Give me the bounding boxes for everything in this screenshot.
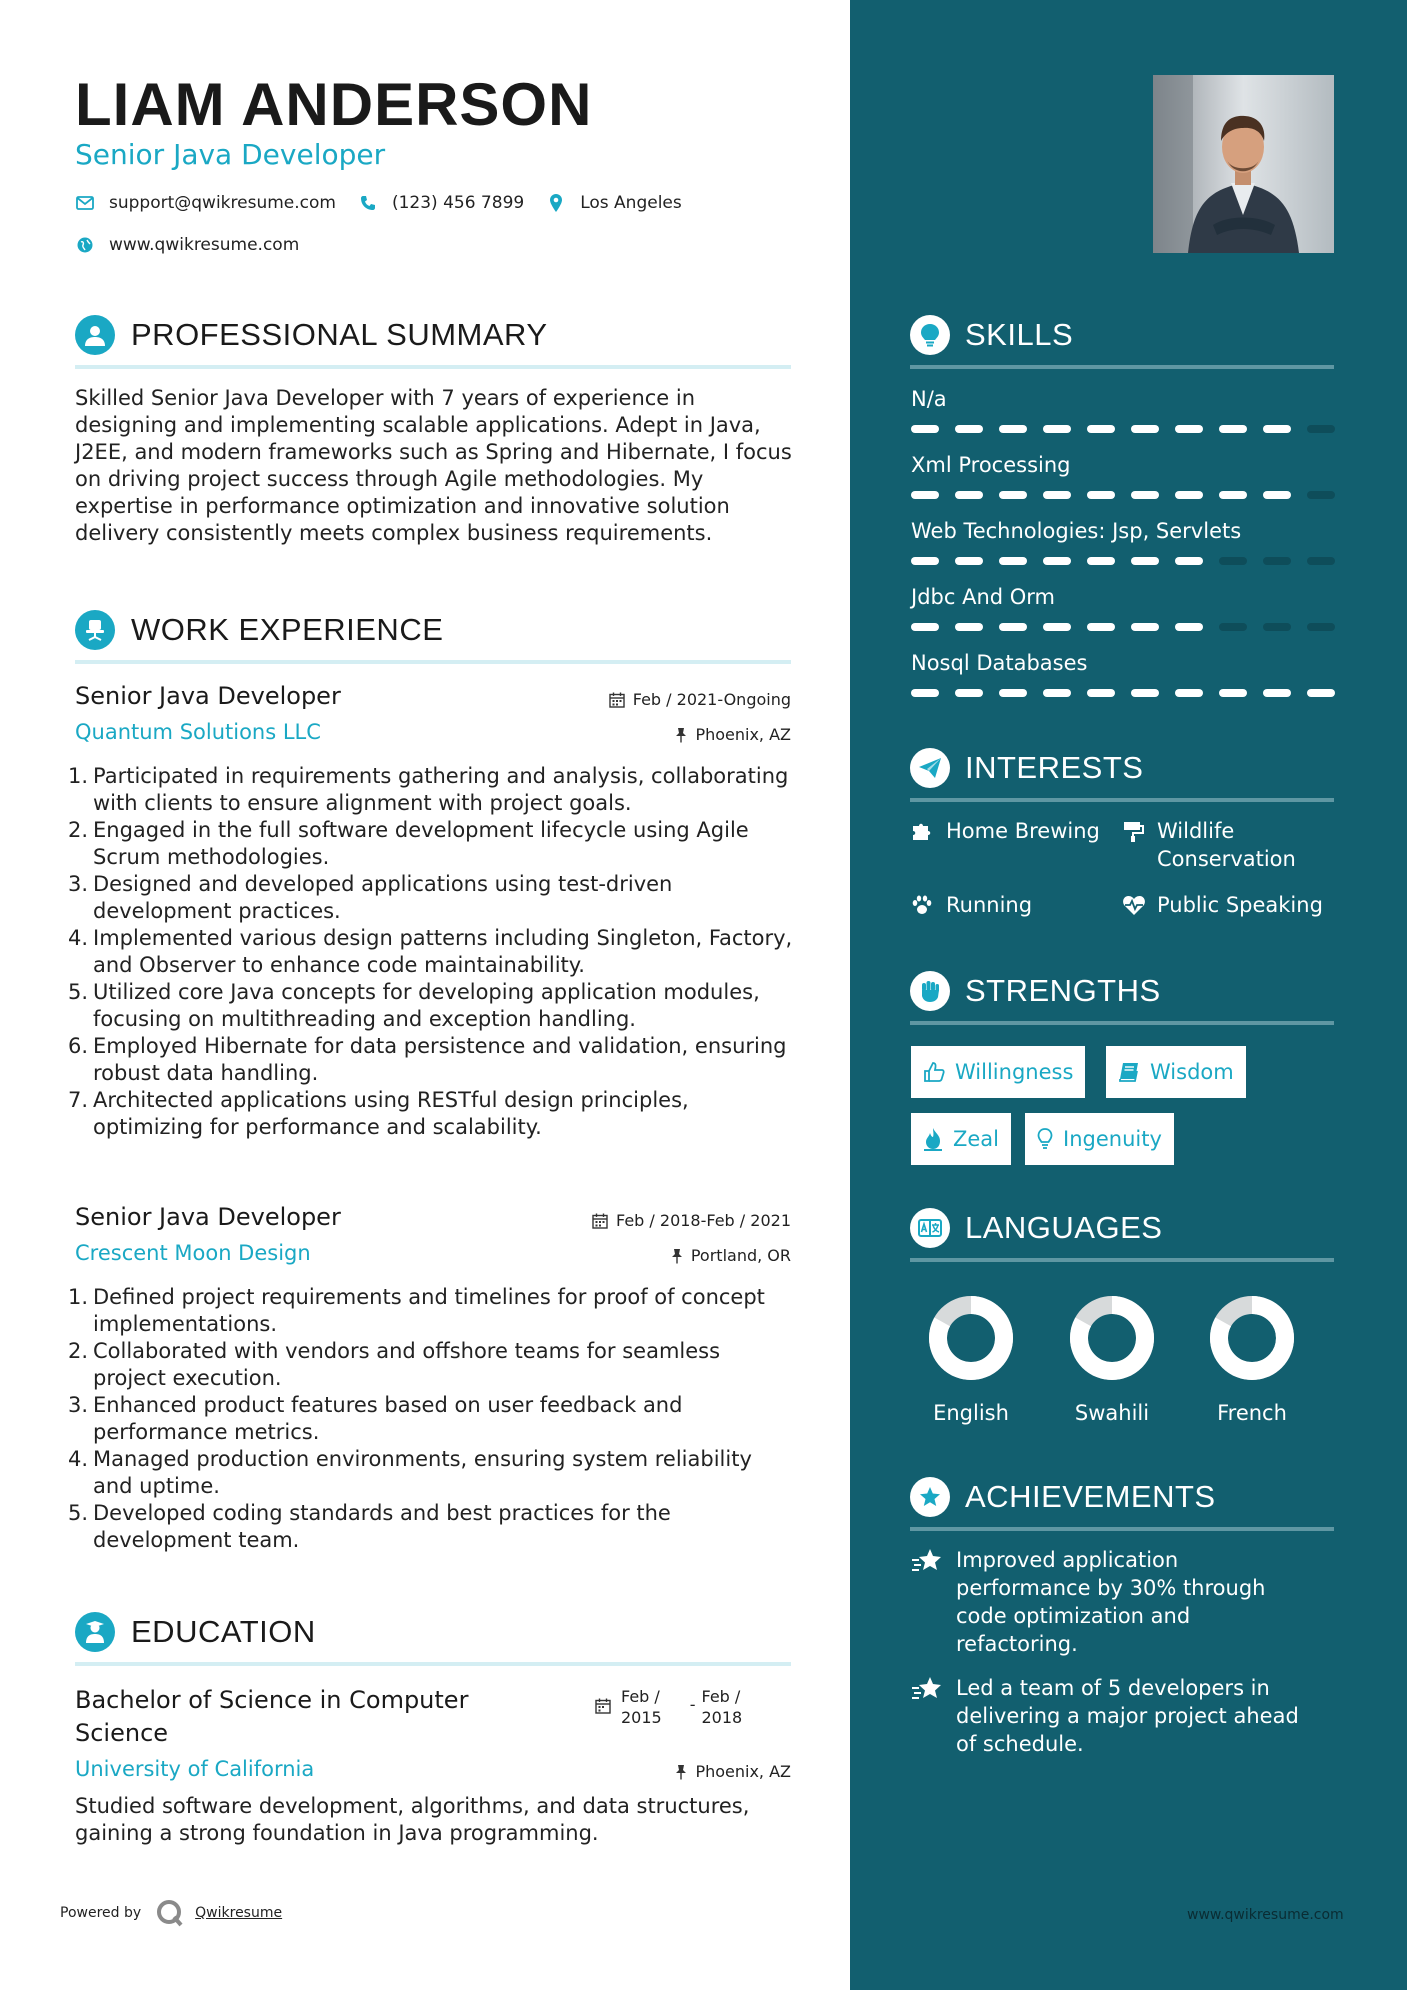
achievements-heading: ACHIEVEMENTS (965, 1479, 1216, 1514)
skill-dash (1175, 425, 1203, 433)
skill-dash (1131, 491, 1159, 499)
skill-dash (999, 557, 1027, 565)
skill-dash (1307, 557, 1335, 565)
interests-section-header (910, 748, 1334, 802)
list-item: 1. Participated in requirements gathering and analysis, collaborating with clients to ensure alignment with project goals. (68, 764, 789, 815)
flame-icon (923, 1127, 943, 1151)
skill-dash (955, 425, 983, 433)
language-donut (926, 1293, 1016, 1383)
list-item: 3. Designed and developed applications using test-driven development practices. (68, 872, 673, 923)
skill-dash (955, 491, 983, 499)
powered-by-label: Powered by (60, 1905, 142, 1921)
skill-dash (955, 557, 983, 565)
skills-heading: SKILLS (965, 317, 1074, 352)
language-name: English (933, 1401, 1009, 1425)
summary-text: Skilled Senior Java Developer with 7 years of experience in designing and implementing scalable applications. Adept in Java, J2EE, and modern frameworks such as Spring and Hibernate, I focus on driving project success through Agile methodologies. My expertise in performance optimization and innovative solution delivery consistently meets complex business requirements. (75, 386, 792, 545)
skill-dash (955, 623, 983, 631)
calendar-icon (592, 1213, 608, 1229)
skill-dash (1219, 623, 1247, 631)
skill-dash (1087, 557, 1115, 565)
skill-dash (911, 689, 939, 697)
job-2-company: Crescent Moon Design (75, 1241, 311, 1265)
lightbulb-icon (910, 315, 950, 355)
skill-dash (1219, 689, 1247, 697)
skill-dash (1219, 557, 1247, 565)
job-2-bullets (68, 1284, 798, 1554)
skill-name: N/a (911, 387, 947, 411)
shooting-star-icon (911, 1674, 945, 1758)
qwikresume-logo-icon (155, 1898, 185, 1928)
contact-row-2 (75, 235, 321, 255)
skill-dash (1263, 689, 1291, 697)
skill-dash (1175, 557, 1203, 565)
languages-heading: LANGUAGES (965, 1210, 1163, 1245)
pushpin-icon (671, 1248, 683, 1264)
work-section-header (75, 610, 791, 664)
office-chair-icon (75, 610, 115, 650)
list-item: 2. Collaborated with vendors and offshore teams for seamless project execution. (68, 1339, 721, 1390)
languages-section-header (910, 1208, 1334, 1262)
footer-site[interactable]: www.qwikresume.com (1187, 1907, 1344, 1923)
job-2-location (671, 1246, 791, 1265)
thumbs-up-icon (923, 1061, 945, 1083)
skill-dash (1043, 557, 1071, 565)
strength-tag: Willingness (911, 1046, 1085, 1098)
education-start: Feb / 2015 (621, 1687, 662, 1727)
skill-name: Jdbc And Orm (911, 585, 1056, 609)
school-name: University of California (75, 1757, 315, 1781)
list-item: 3. Enhanced product features based on user feedback and performance metrics. (68, 1393, 683, 1444)
skill-dash (911, 623, 939, 631)
list-item: 2. Engaged in the full software development lifecycle using Agile Scrum methodologies. (68, 818, 749, 869)
skill-dash (911, 491, 939, 499)
strengths-section-header (910, 971, 1334, 1025)
language-name: Swahili (1074, 1401, 1150, 1425)
skill-dash (999, 491, 1027, 499)
map-pin-icon (546, 193, 566, 213)
interests-heading: INTERESTS (965, 750, 1144, 785)
list-item: 4. Managed production environments, ensuring system reliability and uptime. (68, 1447, 752, 1498)
calendar-icon (595, 1698, 611, 1714)
interest-item: Public Speaking (1122, 891, 1323, 919)
skill-name: Xml Processing (911, 453, 1071, 477)
skill-name: Nosql Databases (911, 651, 1088, 675)
shooting-star-icon (911, 1546, 945, 1658)
achievement-item: Improved application performance by 30% through code optimization and refactoring. (911, 1546, 1335, 1658)
skill-dash (999, 425, 1027, 433)
fist-icon (910, 971, 950, 1011)
skill-dash (911, 425, 939, 433)
education-location-text: Phoenix, AZ (695, 1762, 791, 1781)
envelope-icon (75, 193, 95, 213)
summary-section-header (75, 315, 791, 369)
skill-dash (911, 557, 939, 565)
strength-tag: Wisdom (1106, 1046, 1246, 1098)
list-item: 5. Developed coding standards and best practices for the development team. (68, 1501, 671, 1552)
education-date-separator: - (689, 1695, 696, 1714)
language-icon (910, 1208, 950, 1248)
skill-dash (1175, 623, 1203, 631)
skill-dash (1307, 623, 1335, 631)
education-location (675, 1762, 791, 1781)
powered-by (60, 1898, 282, 1928)
language-item (1057, 1293, 1167, 1425)
summary-heading: PROFESSIONAL SUMMARY (131, 317, 548, 352)
paw-icon (911, 891, 935, 919)
skill-dash (1131, 689, 1159, 697)
skill-dash (1043, 425, 1071, 433)
work-heading: WORK EXPERIENCE (131, 612, 444, 647)
skill-dash (1307, 491, 1335, 499)
education-section-header (75, 1612, 791, 1666)
skill-rating (911, 491, 1351, 499)
education-dates (595, 1686, 742, 1728)
list-item: 7. Architected applications using RESTful design principles, optimizing for performance and scalability. (68, 1088, 689, 1139)
job-2-date-text: Feb / 2018-Feb / 2021 (616, 1211, 791, 1230)
achievement-item: Led a team of 5 developers in delivering a major project ahead of schedule. (911, 1674, 1335, 1758)
paper-plane-icon (910, 748, 950, 788)
job-1-location (675, 725, 791, 744)
list-item: 4. Implemented various design patterns including Singleton, Factory, and Observer to enhance code maintainability. (68, 926, 793, 977)
language-item (1197, 1293, 1307, 1425)
skill-dash (1263, 623, 1291, 631)
list-item: 1. Defined project requirements and timelines for proof of concept implementations. (68, 1285, 765, 1336)
strengths-heading: STRENGTHS (965, 973, 1161, 1008)
skill-dash (1263, 491, 1291, 499)
job-2-location-text: Portland, OR (690, 1246, 791, 1265)
skill-rating (911, 557, 1351, 565)
paint-roller-icon (1122, 817, 1146, 845)
job-1-title: Senior Java Developer (75, 682, 341, 710)
degree-title: Bachelor of Science in Computer Science (75, 1686, 469, 1747)
skill-dash (1043, 689, 1071, 697)
language-donut (1067, 1293, 1157, 1383)
education-end: Feb / 2018 (701, 1687, 743, 1727)
education-description: Studied software development, algorithms, and data structures, gaining a strong foundation in Java programming. (75, 1794, 750, 1845)
qwikresume-link[interactable]: Qwikresume (195, 1905, 283, 1921)
skill-dash (1087, 425, 1115, 433)
job-1-company: Quantum Solutions LLC (75, 720, 321, 744)
lightbulb-icon (1037, 1128, 1053, 1150)
skill-dash (1263, 557, 1291, 565)
skill-dash (1307, 425, 1335, 433)
skill-dash (999, 623, 1027, 631)
skill-dash (1043, 623, 1071, 631)
skill-rating (911, 623, 1351, 631)
job-1-bullets (68, 763, 798, 1141)
contact-location: Los Angeles (580, 193, 682, 213)
skill-dash (1307, 689, 1335, 697)
interest-item: Wildlife Conservation (1122, 817, 1296, 873)
contact-email[interactable]: support@qwikresume.com (109, 193, 336, 213)
job-1-date-text: Feb / 2021-Ongoing (632, 690, 791, 709)
globe-icon (75, 235, 95, 255)
skill-rating (911, 689, 1351, 697)
job-1-dates (609, 690, 791, 709)
graduate-icon (75, 1612, 115, 1652)
contact-website[interactable]: www.qwikresume.com (109, 235, 300, 255)
list-item: 5. Utilized core Java concepts for developing application modules, focusing on multithreading and exception handling. (68, 980, 760, 1031)
interest-item: Running (911, 891, 1032, 919)
candidate-name: LIAM ANDERSON (75, 71, 593, 138)
skill-dash (1263, 425, 1291, 433)
language-donut (1207, 1293, 1297, 1383)
language-item (916, 1293, 1026, 1425)
strength-tag: Zeal (911, 1113, 1011, 1165)
skill-dash (1131, 623, 1159, 631)
skill-dash (999, 689, 1027, 697)
job-2-title: Senior Java Developer (75, 1203, 341, 1231)
skill-name: Web Technologies: Jsp, Servlets (911, 519, 1242, 543)
strength-tag: Ingenuity (1025, 1113, 1174, 1165)
puzzle-icon (911, 817, 935, 845)
list-item: 6. Employed Hibernate for data persistence and validation, ensuring robust data handling. (68, 1034, 787, 1085)
skill-dash (1175, 491, 1203, 499)
calendar-icon (609, 692, 625, 708)
contact-phone[interactable]: (123) 456 7899 (391, 193, 525, 213)
star-badge-icon (910, 1477, 950, 1517)
skill-dash (1175, 689, 1203, 697)
interest-item: Home Brewing (911, 817, 1100, 845)
pushpin-icon (675, 1764, 687, 1780)
phone-icon (358, 193, 378, 213)
skill-dash (1043, 491, 1071, 499)
achievements-section-header (910, 1477, 1334, 1531)
profile-photo (1153, 75, 1334, 253)
skill-dash (1131, 557, 1159, 565)
job-1-location-text: Phoenix, AZ (695, 725, 791, 744)
skill-dash (1131, 425, 1159, 433)
heartbeat-icon (1122, 891, 1146, 919)
user-icon (75, 315, 115, 355)
contact-row-1 (75, 193, 704, 213)
skill-dash (1087, 491, 1115, 499)
skill-dash (1219, 425, 1247, 433)
skill-dash (955, 689, 983, 697)
skill-dash (1087, 623, 1115, 631)
skill-dash (1087, 689, 1115, 697)
language-name: French (1217, 1401, 1287, 1425)
job-2-dates (592, 1211, 791, 1230)
candidate-title: Senior Java Developer (75, 138, 386, 171)
education-heading: EDUCATION (131, 1614, 316, 1649)
skill-dash (1219, 491, 1247, 499)
skills-section-header (910, 315, 1334, 369)
pushpin-icon (675, 727, 687, 743)
book-icon (1118, 1061, 1140, 1083)
skill-rating (911, 425, 1351, 433)
